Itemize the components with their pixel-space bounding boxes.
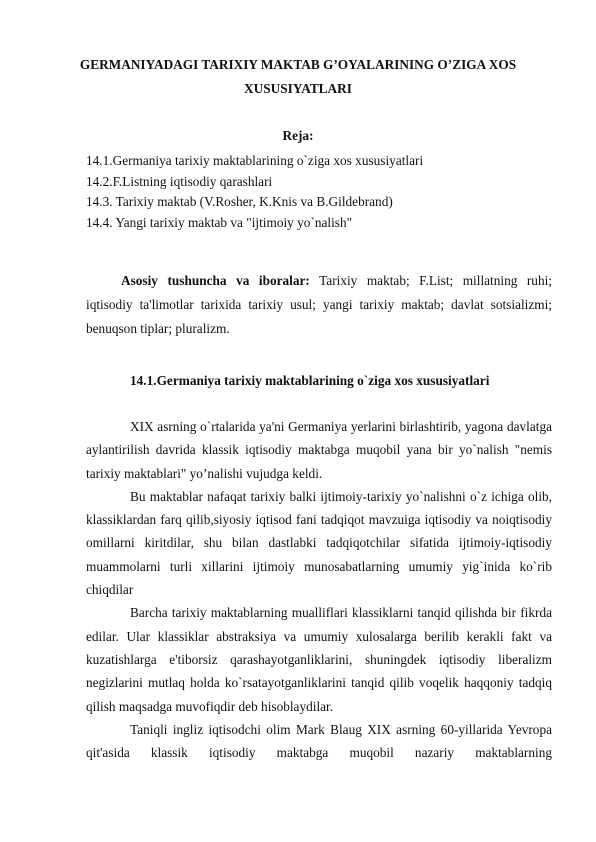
paragraph: XIX asrning o`rtalarida ya'ni Germaniya yerlarini birlashtirib, yagona davlatga aylantirilish davrida klassik iqtisodiy maktabga muqobil yana bir yo`nalish "nemis tarixiy maktablari" yo’nalishi vujudga keldi. [86, 419, 552, 481]
section-heading: 14.1.Germaniya tarixiy maktablarining o`ziga xos xususiyatlari [130, 373, 490, 388]
keywords-paragraph [86, 269, 552, 340]
plan-item: 14.4. Yangi tarixiy maktab va "ijtimoiy yo`nalish" [86, 214, 353, 230]
paragraph: Barcha tarixiy maktablarning mualliflari klassiklarni tanqid qilishda bir fikrda edilar. Ular klassiklar abstraksiya va umumiy xulosalarga berilib kerakli fakt va kuzatishlarga e'tiborsiz qarashayotganliklarini, shuningdek iqtisodiy liberalizm negizlarini mutlaq holda ko`rsatayotganliklarini tanqid qilib voqelik haqqoniy tadqiq qilish maqsadga muvofiqdir deb hisoblaydilar. [86, 605, 552, 714]
plan-item: 14.1.Germaniya tarixiy maktablarining o`ziga xos xususiyatlari [86, 153, 424, 168]
keywords-label: Asosiy tushuncha va iboralar: [121, 273, 310, 288]
paragraph: Bu maktablar nafaqat tarixiy balki ijtimoiy-tarixiy yo`nalishni o`z ichiga olib, klassiklardan farq qilib,siyosiy iqtisod fani tadqiqot mavzuiga iqtisodiy va noiqtisodiy omillarni kiritdilar, shu bilan dastlabki tadqiqotchilar sifatida ijtimoiy-iqtisodiy muammolarni turli xillarini ijtimoiy munosabatlarning umumiy yig`inida ko`rib chiqdilar [86, 488, 552, 598]
plan-item: 14.2.F.Listning iqtisodiy qarashlari [86, 173, 273, 189]
plan-list [86, 151, 526, 233]
body-text [86, 415, 552, 764]
plan-item: 14.3. Tarixiy maktab (V.Rosher, K.Knis va B.Gildebrand) [86, 194, 393, 209]
plan-heading: Reja: [282, 128, 314, 143]
document-title: GERMANIYADAGI TARIXIY MAKTAB G’OYALARINING O’ZIGA XOS XUSUSIYATLARI [79, 57, 517, 96]
paragraph: Taniqli ingliz iqtisodchi olim Mark Blaug XIX asrning 60-yillarida Yevropa qit'asida klassik iqtisodiy maktabga muqobil nazariy maktablarning [86, 721, 552, 761]
keywords-text: Tarixiy maktab; F.List; millatning ruhi; iqtisodiy ta'limotlar tarixida tarixiy usul; yangi tarixiy maktab; davlat sotsializmi; benuqson tiplar; pluralizm. [86, 273, 552, 336]
